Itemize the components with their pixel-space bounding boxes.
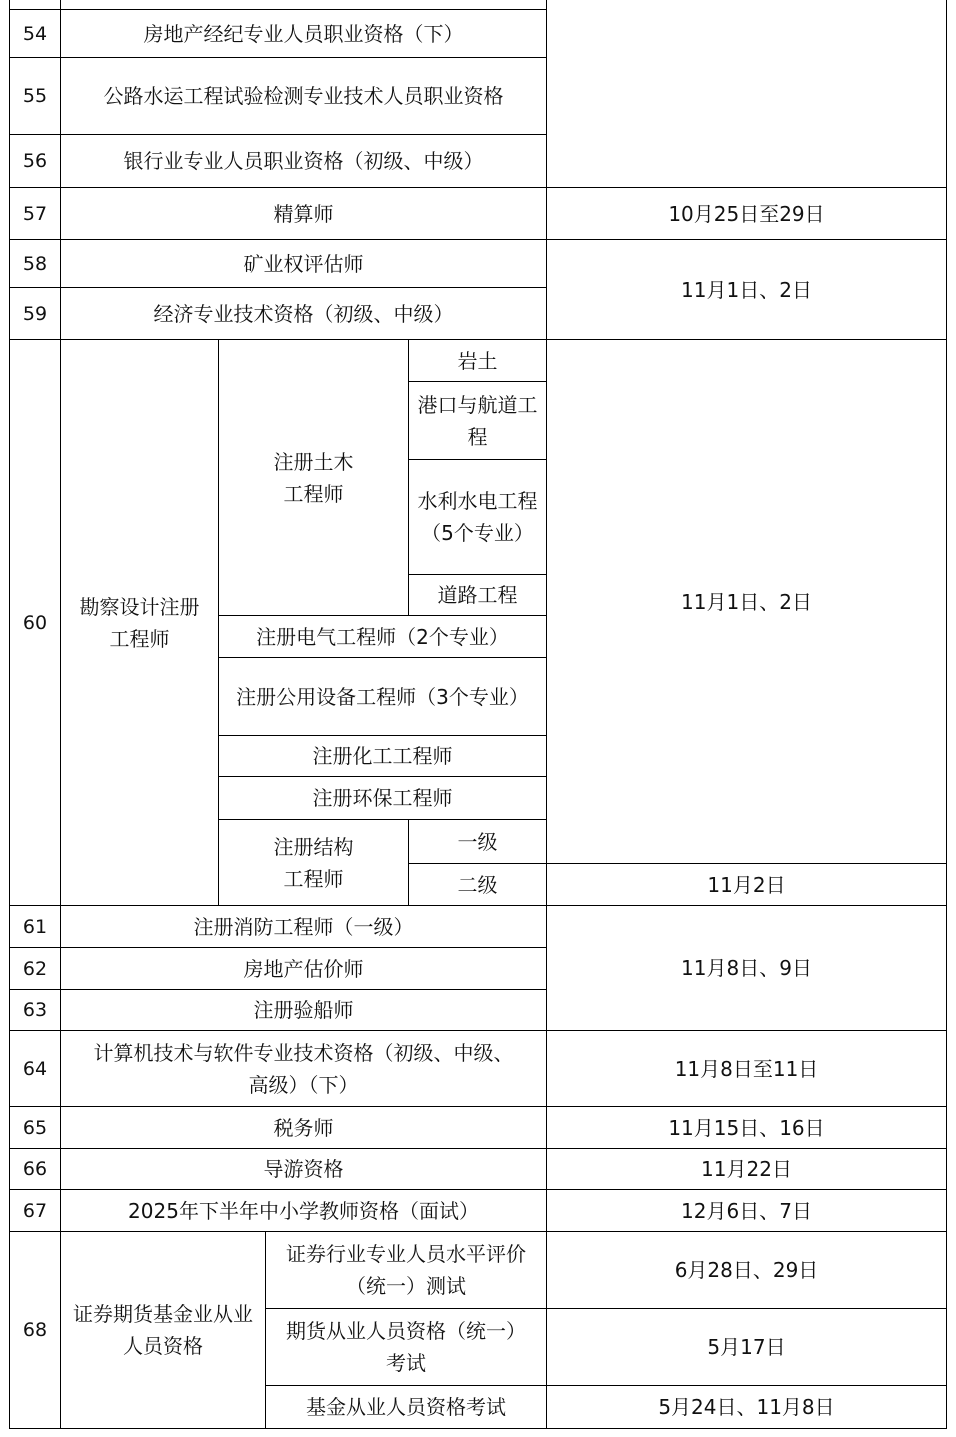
electrical-engineer: 注册电气工程师（2个专业） — [218, 615, 547, 658]
exam-name: 精算师 — [60, 187, 547, 240]
structural-level-2: 二级 — [408, 863, 547, 906]
row-number: 63 — [9, 989, 61, 1031]
exam-date: 6月28日、29日 — [546, 1231, 947, 1309]
row-number: 58 — [9, 239, 61, 288]
futures-exam: 期货从业人员资格（统一） 考试 — [265, 1308, 547, 1386]
structural-level-1: 一级 — [408, 819, 547, 864]
row-number: 68 — [9, 1231, 61, 1429]
row-number: 59 — [9, 287, 61, 340]
exam-date: 5月24日、11月8日 — [546, 1385, 947, 1429]
exam-category: 勘察设计注册 工程师 — [60, 339, 219, 906]
exam-date: 5月17日 — [546, 1308, 947, 1386]
exam-category: 证券期货基金业从业 人员资格 — [60, 1231, 266, 1429]
exam-name: 公路水运工程试验检测专业技术人员职业资格 — [60, 57, 547, 135]
exam-name: 银行业专业人员职业资格（初级、中级） — [60, 134, 547, 188]
civil-sub-port: 港口与航道工 程 — [408, 381, 547, 460]
row-number: 54 — [9, 9, 61, 58]
securities-exam: 证券行业专业人员水平评价 （统一）测试 — [265, 1231, 547, 1309]
row-number: 55 — [9, 57, 61, 135]
row-number: 61 — [9, 905, 61, 948]
exam-name: 注册验船师 — [60, 989, 547, 1031]
civil-sub-hydro: 水利水电工程 （5个专业） — [408, 459, 547, 575]
exam-name: 计算机技术与软件专业技术资格（初级、中级、 高级）（下） — [60, 1030, 547, 1107]
row-number: 66 — [9, 1148, 61, 1190]
row-number: 56 — [9, 134, 61, 188]
exam-name: 房地产估价师 — [60, 947, 547, 990]
exam-date: 11月8日至11日 — [546, 1030, 947, 1107]
exam-name: 导游资格 — [60, 1148, 547, 1190]
date-cell-54-56 — [546, 0, 947, 188]
exam-name: 税务师 — [60, 1106, 547, 1149]
exam-date: 10月25日至29日 — [546, 187, 947, 240]
exam-name: 房地产经纪专业人员职业资格（下） — [60, 9, 547, 58]
row-number: 57 — [9, 187, 61, 240]
exam-name: 经济专业技术资格（初级、中级） — [60, 287, 547, 340]
civil-sub-road: 道路工程 — [408, 574, 547, 616]
exam-date: 11月15日、16日 — [546, 1106, 947, 1149]
row-number: 62 — [9, 947, 61, 990]
utility-engineer: 注册公用设备工程师（3个专业） — [218, 657, 547, 736]
exam-date: 11月1日、2日 — [546, 239, 947, 340]
row-number: 65 — [9, 1106, 61, 1149]
structural-engineer: 注册结构 工程师 — [218, 819, 409, 906]
exam-name: 2025年下半年中小学教师资格（面试） — [60, 1189, 547, 1232]
row-number: 67 — [9, 1189, 61, 1232]
environmental-engineer: 注册环保工程师 — [218, 776, 547, 820]
chemical-engineer: 注册化工工程师 — [218, 735, 547, 777]
exam-name: 注册消防工程师（一级） — [60, 905, 547, 948]
exam-name: 矿业权评估师 — [60, 239, 547, 288]
row-number: 60 — [9, 339, 61, 906]
exam-date: 11月8日、9日 — [546, 905, 947, 1031]
exam-date-level-2: 11月2日 — [546, 863, 947, 906]
fund-exam: 基金从业人员资格考试 — [265, 1385, 547, 1429]
row-number: 64 — [9, 1030, 61, 1107]
civil-sub-geotech: 岩土 — [408, 339, 547, 382]
civil-engineer: 注册土木 工程师 — [218, 339, 409, 616]
exam-date: 11月1日、2日 — [546, 339, 947, 864]
exam-date: 11月22日 — [546, 1148, 947, 1190]
exam-date: 12月6日、7日 — [546, 1189, 947, 1232]
